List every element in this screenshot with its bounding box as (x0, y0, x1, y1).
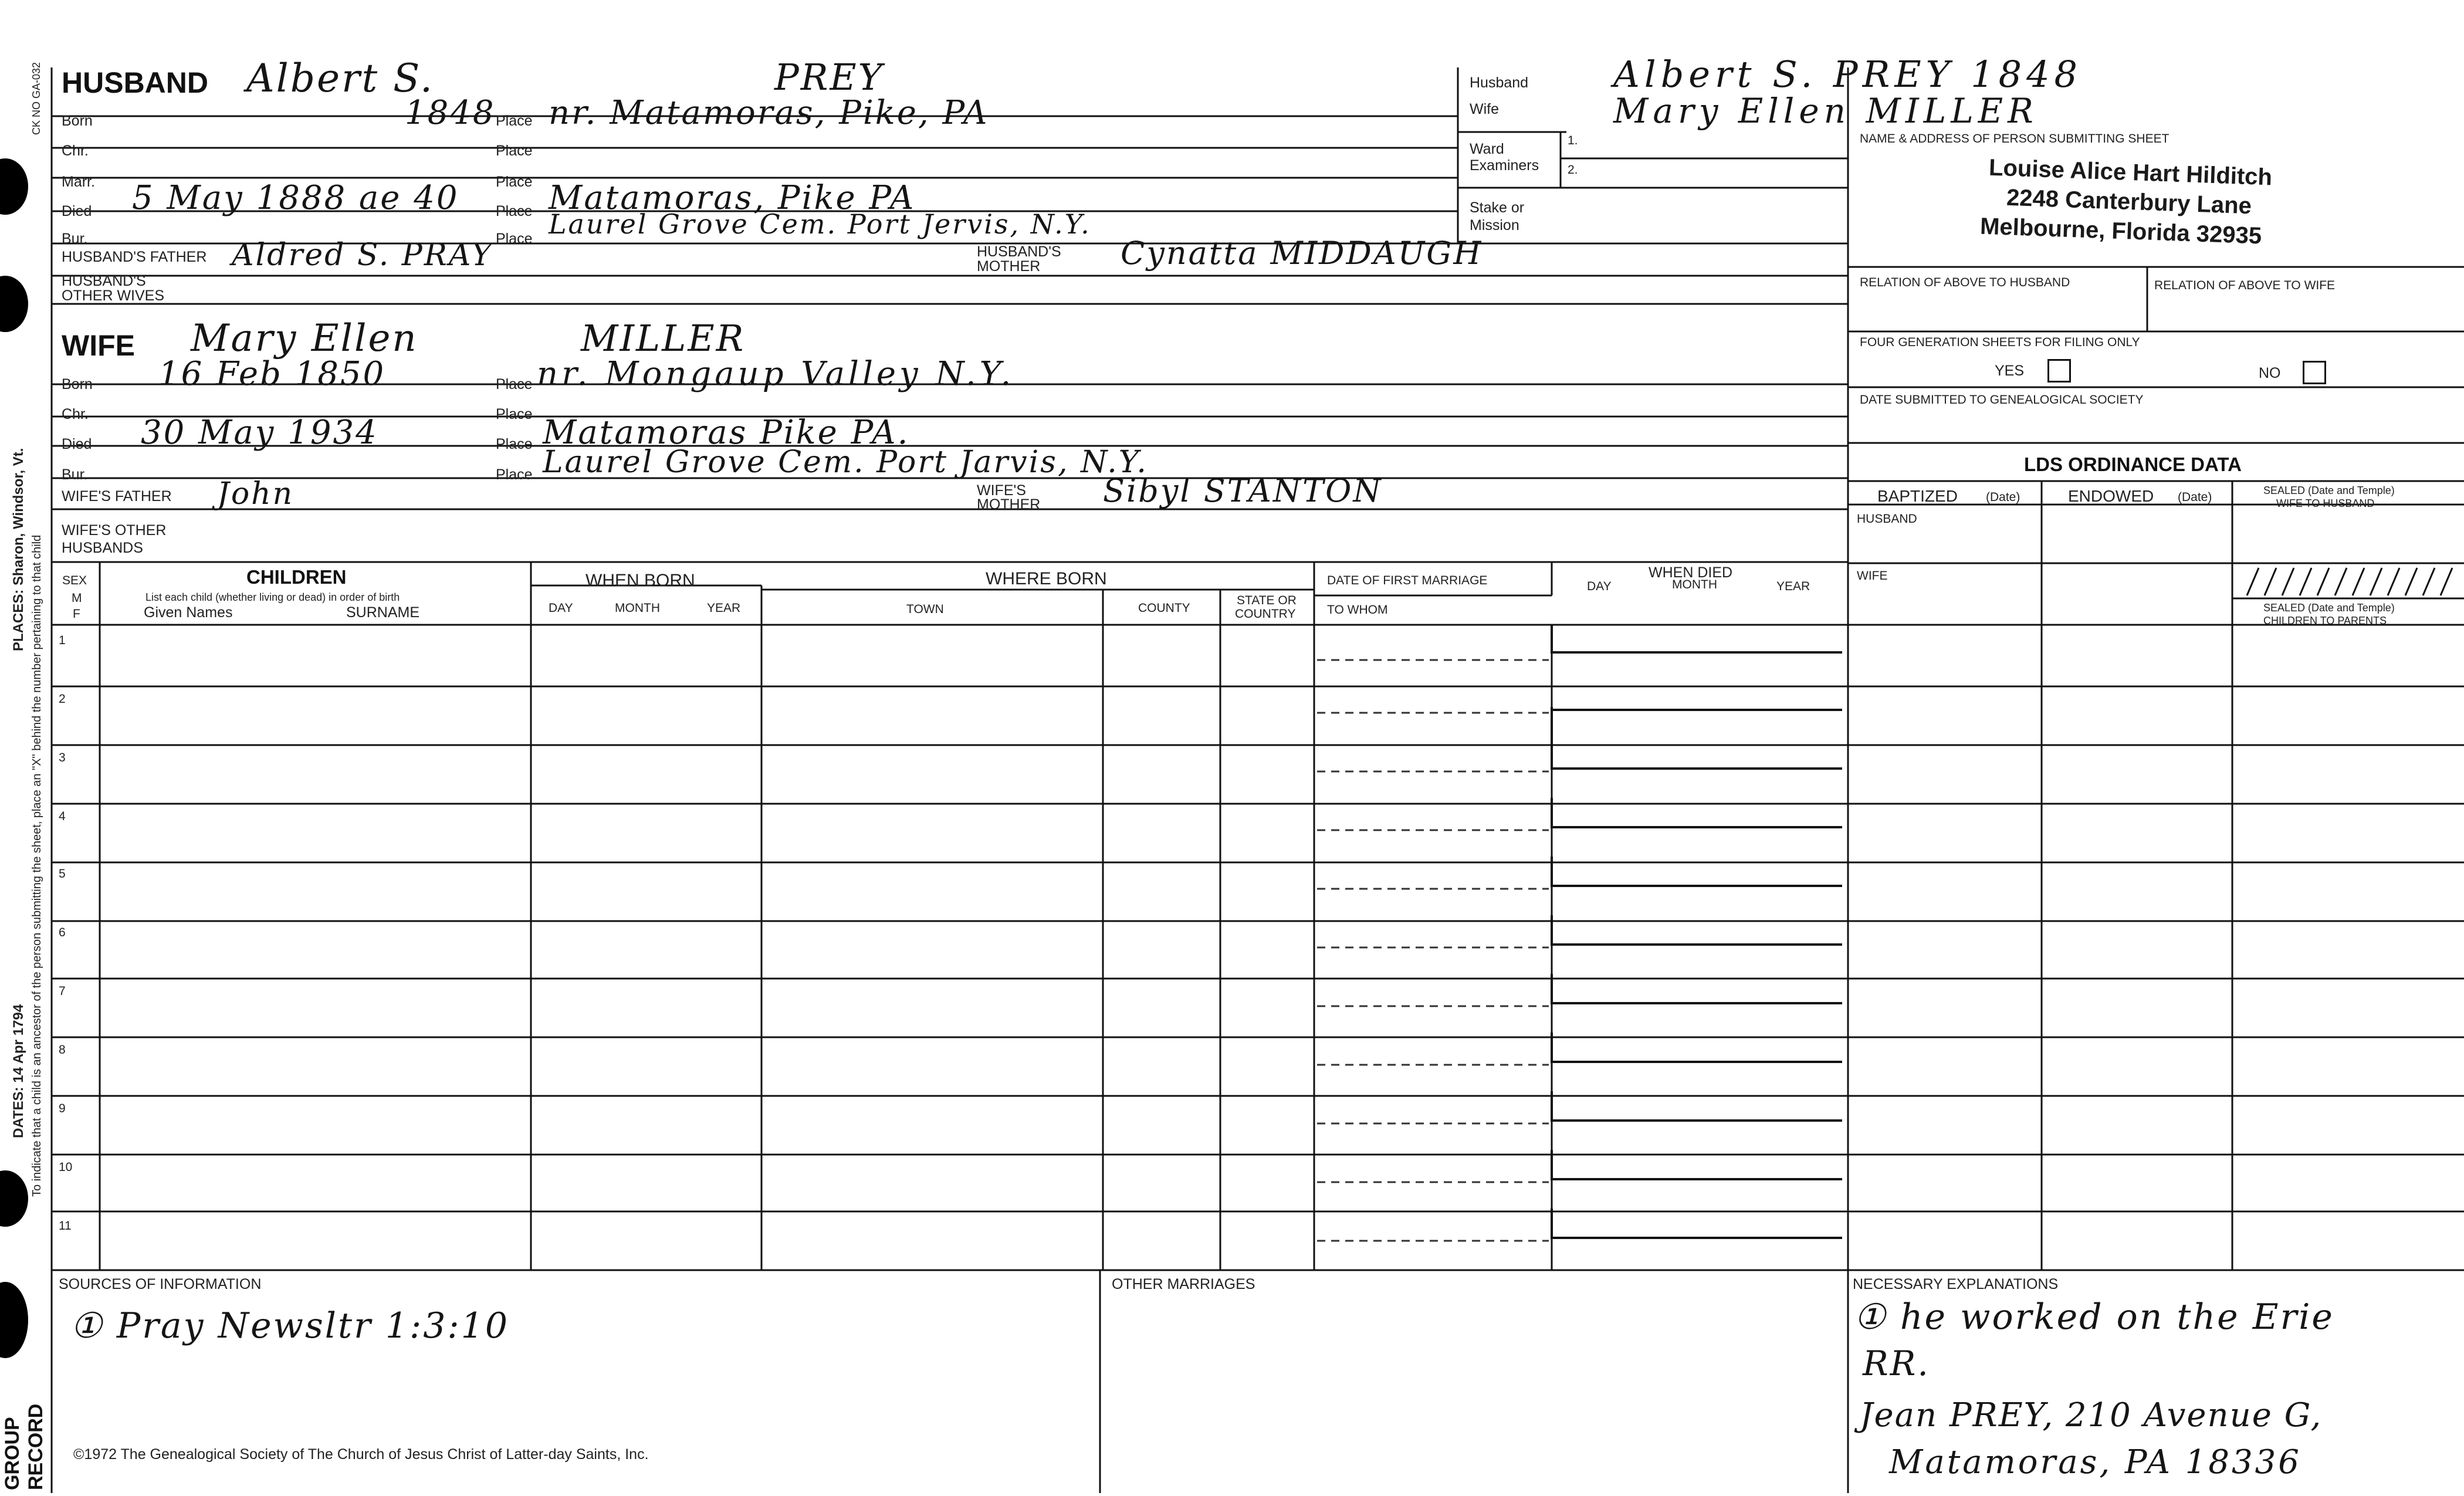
four-gen-no-label: NO (2259, 365, 2281, 381)
child-row-number: 7 (59, 984, 66, 998)
wife-heading: WIFE (62, 329, 135, 362)
wife-born-place-label: Place (496, 376, 533, 392)
when-died-month-label: MONTH (1672, 578, 1717, 591)
relation-wife-label: RELATION OF ABOVE TO WIFE (2154, 279, 2336, 292)
side-dates: DATES: 14 Apr 1794 (11, 1004, 26, 1138)
husband-born-date[interactable]: 1848 (405, 94, 496, 132)
wife-given-name[interactable]: Mary Ellen (191, 317, 418, 360)
explanations-label: NECESSARY EXPLANATIONS (1853, 1276, 2059, 1292)
husband-died-date[interactable]: 5 May 1888 ae 40 (132, 179, 459, 217)
wife-surname[interactable]: MILLER (581, 317, 746, 360)
husband-born-label: Born (62, 113, 93, 129)
wife-died-place-label: Place (496, 436, 533, 452)
lds-sealed-wife-label-1: SEALED (Date and Temple) (2263, 485, 2395, 496)
lds-baptized-date-label: (Date) (1986, 490, 2020, 504)
child-row-number: 2 (59, 692, 66, 706)
wife-died-label: Died (62, 436, 92, 452)
side-title-record: RECORD (25, 1403, 47, 1490)
index-husband-value[interactable]: Albert S. PREY 1848 (1613, 53, 2083, 96)
husband-bur-label: Bur. (62, 231, 88, 247)
submitter-label: NAME & ADDRESS OF PERSON SUBMITTING SHEET (1860, 132, 2169, 145)
examiners-label: Examiners (1470, 157, 1539, 174)
children-given-names-label: Given Names (144, 604, 233, 621)
husband-marr-label: Marr. (62, 174, 95, 190)
wife-mother[interactable]: Sibyl STANTON (1103, 472, 1383, 509)
side-instructions: To indicate that a child is an ancestor of the person submitting the sheet, place an "X" behind the number pertaining to that child (31, 534, 43, 1197)
child-row-number: 6 (59, 926, 66, 939)
wife-father-label: WIFE'S FATHER (62, 488, 172, 505)
index-wife-value[interactable]: Mary Ellen MILLER (1613, 91, 2038, 131)
husband-heading: HUSBAND (62, 66, 208, 99)
explanation-line-3[interactable]: Jean PREY, 210 Avenue G, (1860, 1396, 2323, 1434)
husband-other-wives-label-1: HUSBAND'S (62, 273, 146, 289)
relation-husband-label: RELATION OF ABOVE TO HUSBAND (1860, 276, 2070, 289)
index-husband-label: Husband (1470, 75, 1529, 91)
wife-bur-label: Bur. (62, 466, 88, 483)
stake-label-1: Stake or (1470, 199, 1525, 216)
husband-born-place[interactable]: nr. Matamoras, Pike, PA (549, 94, 989, 132)
lds-endowed-label: ENDOWED (2068, 487, 2154, 505)
submitter-name[interactable]: Louise Alice Hart Hilditch (1988, 154, 2273, 191)
child-row-number: 11 (59, 1219, 72, 1233)
stake-label-2: Mission (1470, 217, 1519, 233)
child-row-number: 8 (59, 1043, 66, 1057)
submitter-street[interactable]: 2248 Canterbury Lane (2006, 184, 2252, 219)
lds-husband-label: HUSBAND (1857, 512, 1917, 526)
other-marriages-label: OTHER MARRIAGES (1112, 1276, 1255, 1292)
when-born-month-label: MONTH (615, 601, 660, 615)
wife-chr-label: Chr. (62, 406, 89, 422)
child-row-number: 1 (59, 634, 66, 647)
four-gen-yes-checkbox[interactable] (2047, 359, 2071, 383)
wife-died-place[interactable]: Matamoras Pike PA. (543, 414, 910, 452)
sources-text[interactable]: ① Pray Newsltr 1:3:10 (70, 1305, 509, 1346)
child-row-number: 5 (59, 867, 66, 881)
husband-chr-place-label: Place (496, 143, 533, 159)
when-died-label: WHEN DIED (1649, 564, 1733, 581)
children-sex-f: F (73, 607, 80, 621)
wife-other-husbands-label-1: WIFE'S OTHER (62, 522, 167, 539)
lds-sealed-children-label-2: CHILDREN TO PARENTS (2263, 615, 2387, 627)
wife-other-husbands-label-2: HUSBANDS (62, 540, 143, 556)
child-row-number: 3 (59, 751, 66, 764)
husband-father[interactable]: Aldred S. PRAY (232, 238, 493, 273)
husband-bur-place[interactable]: Laurel Grove Cem. Port Jervis, N.Y. (549, 208, 1091, 240)
index-wife-label: Wife (1470, 101, 1499, 117)
side-places: PLACES: Sharon, Windsor, Vt. (11, 448, 26, 651)
to-whom-label: TO WHOM (1327, 603, 1388, 617)
where-born-state-label-1: STATE OR (1237, 594, 1297, 607)
lds-title: LDS ORDINANCE DATA (2024, 453, 2242, 475)
husband-mother-label-2: MOTHER (977, 258, 1041, 275)
where-born-county-label: COUNTY (1138, 601, 1190, 615)
children-instructions: List each child (whether living or dead) in order of birth (145, 591, 400, 603)
wife-mother-label-2: MOTHER (977, 496, 1041, 513)
wife-chr-place-label: Place (496, 406, 533, 422)
when-born-year-label: YEAR (707, 601, 741, 615)
four-gen-label: FOUR GENERATION SHEETS FOR FILING ONLY (1860, 336, 2140, 349)
copyright-notice: ©1972 The Genealogical Society of The Church of Jesus Christ of Latter-day Saints, Inc. (73, 1446, 649, 1463)
sources-label: SOURCES OF INFORMATION (59, 1276, 262, 1292)
four-gen-no-checkbox[interactable] (2303, 361, 2326, 384)
wife-born-date[interactable]: 16 Feb 1850 (158, 355, 386, 393)
when-died-year-label: YEAR (1776, 580, 1810, 593)
husband-other-wives-label-2: OTHER WIVES (62, 287, 165, 304)
husband-father-label: HUSBAND'S FATHER (62, 249, 207, 265)
submitter-city[interactable]: Melbourne, Florida 32935 (1979, 213, 2262, 249)
husband-died-place-label: Place (496, 203, 533, 219)
husband-marr-place-label: Place (496, 174, 533, 190)
explanation-line-2[interactable]: RR. (1863, 1343, 1930, 1383)
wife-father[interactable]: John (217, 476, 295, 512)
lds-sealed-wife-label-2: WIFE TO HUSBAND (2276, 497, 2375, 509)
husband-born-place-label: Place (496, 113, 533, 129)
husband-mother[interactable]: Cynatta MIDDAUGH (1121, 235, 1483, 272)
examiner-1: 1. (1568, 134, 1578, 147)
wife-bur-place-label: Place (496, 466, 533, 483)
lds-sealed-children-label-1: SEALED (Date and Temple) (2263, 602, 2395, 614)
when-died-day-label: DAY (1587, 580, 1612, 593)
husband-bur-place-label: Place (496, 231, 533, 247)
wife-born-place[interactable]: nr. Mongaup Valley N.Y. (537, 355, 1015, 393)
children-sex-m: M (72, 591, 82, 605)
child-row-number: 9 (59, 1102, 66, 1115)
four-gen-yes-label: YES (1995, 363, 2025, 379)
wife-mother-label-1: WIFE'S (977, 482, 1026, 499)
where-born-state-label-2: COUNTRY (1235, 607, 1296, 621)
husband-died-label: Died (62, 203, 92, 219)
wife-bur-place[interactable]: Laurel Grove Cem. Port Jarvis, N.Y. (543, 445, 1148, 480)
child-row-number: 10 (59, 1160, 73, 1174)
lds-wife-label: WIFE (1857, 569, 1888, 583)
explanation-line-4[interactable]: Matamoras, PA 18336 (1889, 1443, 2301, 1481)
husband-chr-label: Chr. (62, 143, 89, 159)
first-marriage-label: DATE OF FIRST MARRIAGE (1327, 574, 1488, 587)
wife-born-label: Born (62, 376, 93, 392)
date-submitted-label: DATE SUBMITTED TO GENEALOGICAL SOCIETY (1860, 393, 2144, 407)
children-sex-label: SEX (62, 574, 87, 587)
ward-label: Ward (1470, 141, 1504, 157)
husband-mother-label-1: HUSBAND'S (977, 243, 1061, 260)
husband-given-name[interactable]: Albert S. (246, 56, 434, 101)
when-born-day-label: DAY (549, 601, 573, 615)
form-number: CK NO GA-032 (31, 62, 42, 135)
husband-surname[interactable]: PREY (774, 56, 884, 99)
examiner-2: 2. (1568, 163, 1578, 177)
children-heading: CHILDREN (246, 566, 347, 588)
where-born-town-label: TOWN (906, 603, 944, 616)
where-born-label: WHERE BORN (986, 569, 1107, 588)
side-title-group: GROUP (1, 1417, 23, 1490)
child-row-number: 4 (59, 810, 66, 823)
when-born-label: WHEN BORN (585, 571, 695, 590)
wife-died-date[interactable]: 30 May 1934 (141, 414, 378, 452)
explanation-line-1[interactable]: ① he worked on the Erie (1854, 1297, 2334, 1338)
husband-died-place[interactable]: Matamoras, Pike PA (549, 179, 916, 217)
lds-baptized-label: BAPTIZED (1877, 487, 1958, 505)
lds-endowed-date-label: (Date) (2178, 490, 2212, 504)
children-surname-label: SURNAME (346, 604, 420, 621)
